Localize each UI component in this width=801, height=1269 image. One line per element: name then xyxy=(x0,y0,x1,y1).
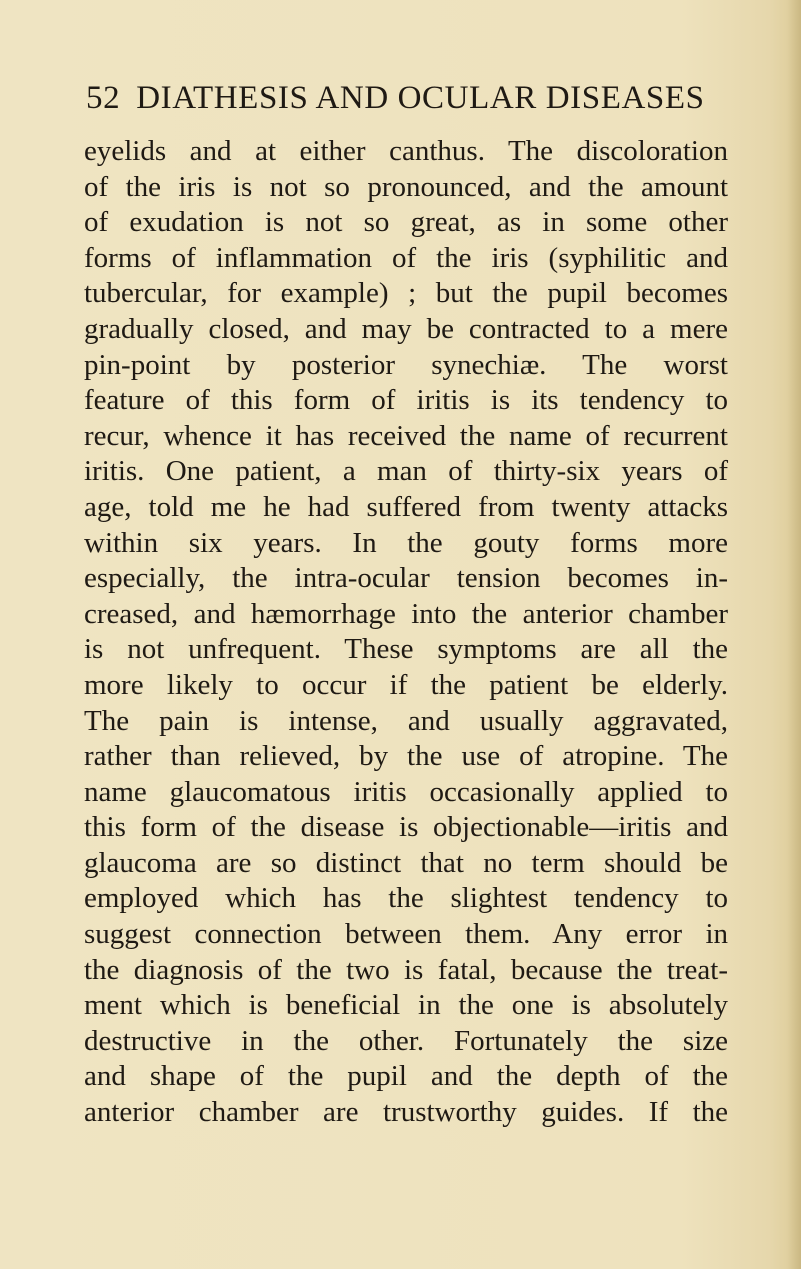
running-title: DIATHESIS AND OCULAR DISEASES xyxy=(136,80,705,116)
text-line: suggest connection between them. Any error in xyxy=(84,918,728,951)
text-line: name glaucomatous iritis occasionally applied to xyxy=(84,775,728,808)
running-head xyxy=(86,78,746,118)
text-line: this form of the disease is objectionable—iritis and xyxy=(84,811,728,844)
text-line: creased, and hæmorrhage into the anterior chamber xyxy=(84,597,728,630)
text-line: anterior chamber are trustworthy guides. If the xyxy=(84,1096,728,1129)
page-number: 52 xyxy=(86,80,121,116)
text-line: gradually closed, and may be contracted to a mere xyxy=(84,312,728,345)
text-line: The pain is intense, and usually aggravated, xyxy=(84,704,728,737)
text-line: forms of inflammation of the iris (syphilitic and xyxy=(84,241,728,274)
text-line: especially, the intra-ocular tension becomes in- xyxy=(84,562,728,595)
text-line: eyelids and at either canthus. The discoloration xyxy=(84,135,728,167)
text-line: tubercular, for example) ; but the pupil becomes xyxy=(84,277,728,310)
text-line: and shape of the pupil and the depth of the xyxy=(84,1060,728,1093)
text-line: of exudation is not so great, as in some other xyxy=(84,206,728,239)
text-line: of the iris is not so pronounced, and the amount xyxy=(84,170,728,203)
text-line: ment which is beneficial in the one is absolutely xyxy=(84,989,728,1022)
text-line: within six years. In the gouty forms more xyxy=(84,526,728,559)
text-line: recur, whence it has received the name of recurrent xyxy=(84,419,728,452)
text-line: the diagnosis of the two is fatal, because the treat- xyxy=(84,953,728,986)
text-line: pin-point by posterior synechiæ. The worst xyxy=(84,348,728,381)
text-line: rather than relieved, by the use of atropine. The xyxy=(84,740,728,773)
text-line: destructive in the other. Fortunately the size xyxy=(84,1024,728,1057)
text-line: more likely to occur if the patient be elderly. xyxy=(84,668,728,701)
text-line: age, told me he had suffered from twenty attacks xyxy=(84,490,728,523)
body-text xyxy=(84,134,728,1131)
text-line: glaucoma are so distinct that no term should be xyxy=(84,846,728,879)
text-line: employed which has the slightest tendency to xyxy=(84,882,728,915)
page-edge-shadow xyxy=(787,0,801,1269)
text-line: iritis. One patient, a man of thirty-six years of xyxy=(84,455,728,488)
text-line: is not unfrequent. These symptoms are all the xyxy=(84,633,728,666)
text-line: feature of this form of iritis is its tendency to xyxy=(84,384,728,417)
